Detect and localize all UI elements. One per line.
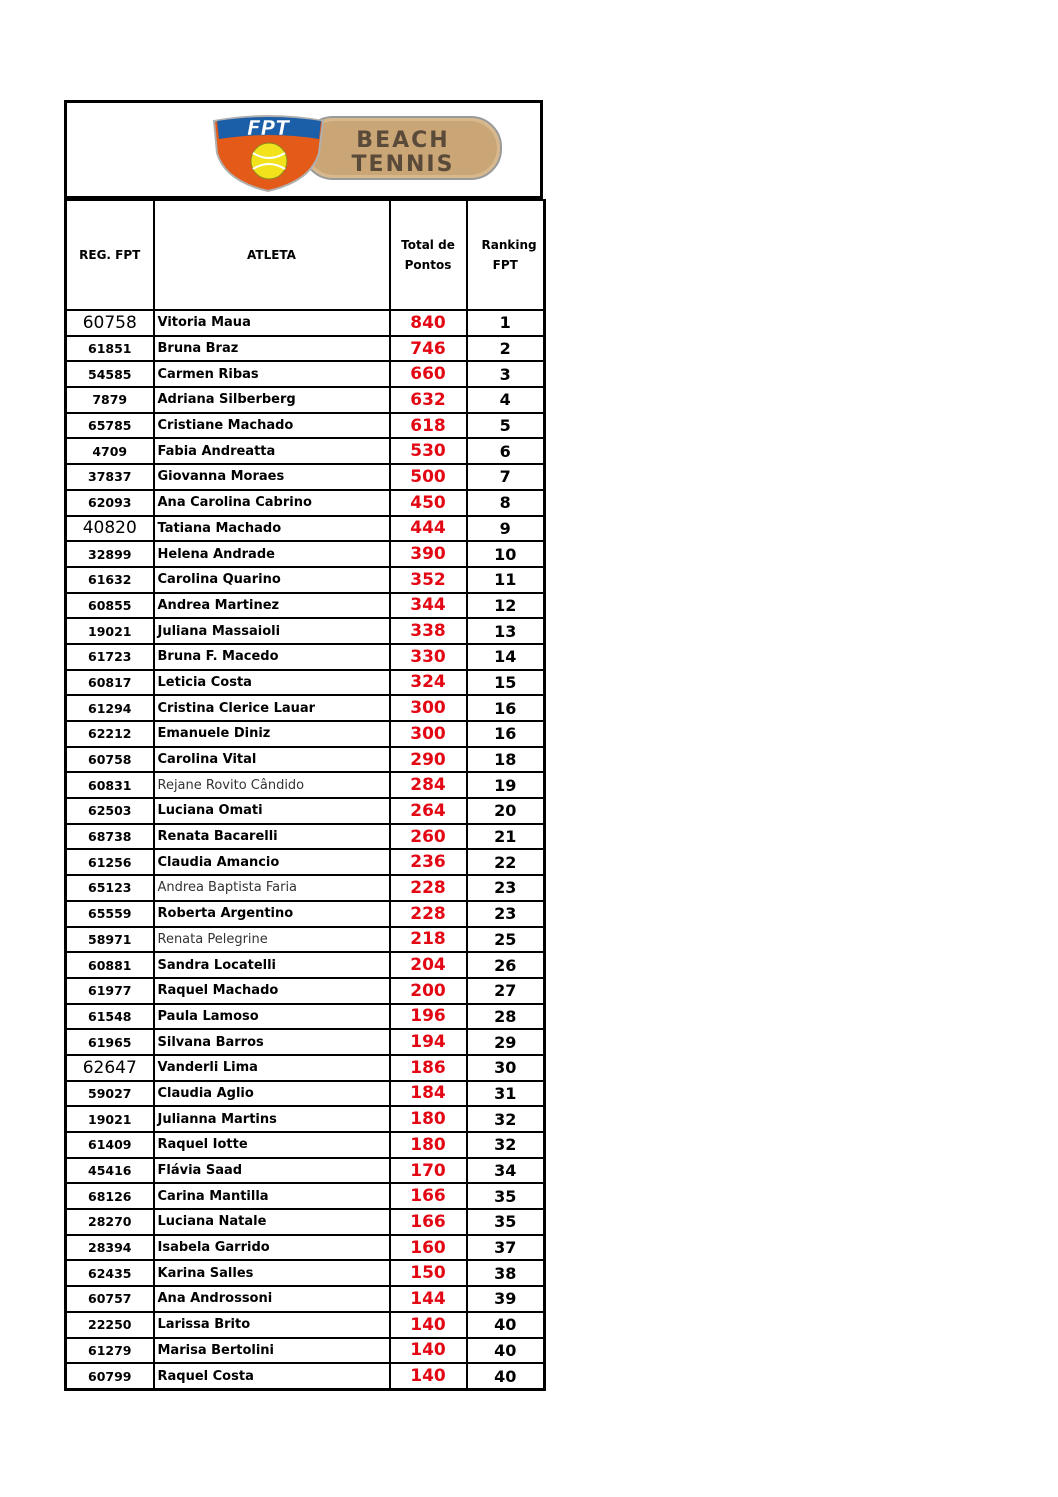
table-row: [66, 1081, 545, 1107]
athlete-name-cell: Larissa Brito: [154, 1312, 390, 1338]
points-cell: 840: [390, 310, 467, 336]
reg-cell: 40820: [66, 516, 154, 542]
rank-cell: 14: [467, 644, 545, 670]
table-row: [66, 695, 545, 721]
athlete-name-cell: Roberta Argentino: [154, 901, 390, 927]
reg-cell: 61851: [66, 336, 154, 362]
points-cell: 284: [390, 772, 467, 798]
athlete-name-cell: Vitoria Maua: [154, 310, 390, 336]
points-cell: 444: [390, 516, 467, 542]
reg-cell: 19021: [66, 1106, 154, 1132]
points-cell: 140: [390, 1363, 467, 1389]
table-row: [66, 1286, 545, 1312]
reg-cell: 60757: [66, 1286, 154, 1312]
reg-cell: 62503: [66, 798, 154, 824]
table-row: [66, 772, 545, 798]
points-cell: 344: [390, 593, 467, 619]
header-pontos: [390, 200, 467, 310]
reg-cell: 60831: [66, 772, 154, 798]
logo-header: [64, 100, 543, 199]
points-cell: 196: [390, 1004, 467, 1030]
reg-cell: 65785: [66, 413, 154, 439]
rank-cell: 1: [467, 310, 545, 336]
rank-cell: 9: [467, 516, 545, 542]
athlete-name-cell: Carmen Ribas: [154, 361, 390, 387]
rank-cell: 11: [467, 567, 545, 593]
rank-cell: 13: [467, 618, 545, 644]
athlete-name-cell: Carina Mantilla: [154, 1183, 390, 1209]
points-cell: 180: [390, 1132, 467, 1158]
points-cell: 500: [390, 464, 467, 490]
table-row: [66, 875, 545, 901]
table-row: [66, 1209, 545, 1235]
rank-cell: 19: [467, 772, 545, 798]
athlete-name-cell: Claudia Amancio: [154, 849, 390, 875]
reg-cell: 60855: [66, 593, 154, 619]
reg-cell: 65559: [66, 901, 154, 927]
athlete-name-cell: Cristiane Machado: [154, 413, 390, 439]
table-row: [66, 1106, 545, 1132]
table-row: [66, 567, 545, 593]
points-cell: 338: [390, 618, 467, 644]
points-cell: 166: [390, 1183, 467, 1209]
reg-cell: 60758: [66, 310, 154, 336]
table-row: [66, 310, 545, 336]
table-row: [66, 1312, 545, 1338]
athlete-name-cell: Karina Salles: [154, 1260, 390, 1286]
table-row: [66, 1338, 545, 1364]
reg-cell: 37837: [66, 464, 154, 490]
reg-cell: 61632: [66, 567, 154, 593]
table-row: [66, 1235, 545, 1261]
athlete-name-cell: Isabela Garrido: [154, 1235, 390, 1261]
table-row: [66, 593, 545, 619]
rank-cell: 15: [467, 670, 545, 696]
athlete-name-cell: Emanuele Diniz: [154, 721, 390, 747]
table-row: [66, 413, 545, 439]
rank-cell: 10: [467, 541, 545, 567]
rank-cell: 25: [467, 927, 545, 953]
reg-cell: 54585: [66, 361, 154, 387]
reg-cell: 68126: [66, 1183, 154, 1209]
rank-cell: 31: [467, 1081, 545, 1107]
rank-cell: 12: [467, 593, 545, 619]
athlete-name-cell: Adriana Silberberg: [154, 387, 390, 413]
table-row: [66, 1132, 545, 1158]
table-row: [66, 721, 545, 747]
reg-cell: 62435: [66, 1260, 154, 1286]
points-cell: 228: [390, 901, 467, 927]
rank-cell: 23: [467, 875, 545, 901]
table-row: [66, 824, 545, 850]
points-cell: 180: [390, 1106, 467, 1132]
athlete-name-cell: Flávia Saad: [154, 1158, 390, 1184]
points-cell: 150: [390, 1260, 467, 1286]
rank-cell: 32: [467, 1132, 545, 1158]
ranking-table: [64, 199, 546, 1391]
reg-cell: 19021: [66, 618, 154, 644]
points-cell: 228: [390, 875, 467, 901]
reg-cell: 45416: [66, 1158, 154, 1184]
points-cell: 352: [390, 567, 467, 593]
logo-brand-text: FPT: [247, 116, 289, 140]
athlete-name-cell: Andrea Martinez: [154, 593, 390, 619]
table-row: [66, 901, 545, 927]
rank-cell: 2: [467, 336, 545, 362]
reg-cell: 61409: [66, 1132, 154, 1158]
reg-cell: 60758: [66, 747, 154, 773]
athlete-name-cell: Raquel Machado: [154, 978, 390, 1004]
points-cell: 660: [390, 361, 467, 387]
reg-cell: 62212: [66, 721, 154, 747]
rank-cell: 21: [467, 824, 545, 850]
reg-cell: 28394: [66, 1235, 154, 1261]
reg-cell: 32899: [66, 541, 154, 567]
table-row: [66, 1158, 545, 1184]
points-cell: 160: [390, 1235, 467, 1261]
points-cell: 324: [390, 670, 467, 696]
rank-cell: 35: [467, 1209, 545, 1235]
reg-cell: 60799: [66, 1363, 154, 1389]
header-reg: REG. FPT: [66, 200, 154, 310]
table-row: [66, 387, 545, 413]
points-cell: 144: [390, 1286, 467, 1312]
reg-cell: 60817: [66, 670, 154, 696]
reg-cell: 61723: [66, 644, 154, 670]
ranking-sheet: [64, 100, 543, 1391]
rank-cell: 5: [467, 413, 545, 439]
table-row: [66, 336, 545, 362]
rank-cell: 22: [467, 849, 545, 875]
reg-cell: 7879: [66, 387, 154, 413]
athlete-name-cell: Carolina Vital: [154, 747, 390, 773]
reg-cell: 59027: [66, 1081, 154, 1107]
athlete-name-cell: Cristina Clerice Lauar: [154, 695, 390, 721]
rank-cell: 38: [467, 1260, 545, 1286]
rank-cell: 8: [467, 490, 545, 516]
table-row: [66, 438, 545, 464]
table-row: [66, 1055, 545, 1081]
reg-cell: 22250: [66, 1312, 154, 1338]
athlete-name-cell: Bruna Braz: [154, 336, 390, 362]
rank-cell: 7: [467, 464, 545, 490]
table-row: [66, 361, 545, 387]
rank-cell: 20: [467, 798, 545, 824]
rank-cell: 4: [467, 387, 545, 413]
rank-cell: 34: [467, 1158, 545, 1184]
header-pontos-label: Total de Pontos: [401, 238, 455, 272]
rank-cell: 39: [467, 1286, 545, 1312]
athlete-name-cell: Silvana Barros: [154, 1029, 390, 1055]
points-cell: 746: [390, 336, 467, 362]
athlete-name-cell: Fabia Andreatta: [154, 438, 390, 464]
rank-cell: 16: [467, 721, 545, 747]
table-row: [66, 798, 545, 824]
table-row: [66, 849, 545, 875]
athlete-name-cell: Marisa Bertolini: [154, 1338, 390, 1364]
rank-cell: 3: [467, 361, 545, 387]
athlete-name-cell: Luciana Omati: [154, 798, 390, 824]
rank-cell: 30: [467, 1055, 545, 1081]
table-row: [66, 1260, 545, 1286]
reg-cell: 61279: [66, 1338, 154, 1364]
athlete-name-cell: Sandra Locatelli: [154, 952, 390, 978]
reg-cell: 61977: [66, 978, 154, 1004]
rank-cell: 28: [467, 1004, 545, 1030]
athlete-name-cell: Helena Andrade: [154, 541, 390, 567]
reg-cell: 61965: [66, 1029, 154, 1055]
points-cell: 166: [390, 1209, 467, 1235]
logo-tennis-text: TENNIS: [351, 152, 455, 177]
athlete-name-cell: Andrea Baptista Faria: [154, 875, 390, 901]
athlete-name-cell: Juliana Massaioli: [154, 618, 390, 644]
athlete-name-cell: Ana Carolina Cabrino: [154, 490, 390, 516]
athlete-name-cell: Julianna Martins: [154, 1106, 390, 1132]
athlete-name-cell: Vanderli Lima: [154, 1055, 390, 1081]
athlete-name-cell: Raquel Iotte: [154, 1132, 390, 1158]
points-cell: 300: [390, 721, 467, 747]
reg-cell: 62647: [66, 1055, 154, 1081]
points-cell: 186: [390, 1055, 467, 1081]
athlete-name-cell: Giovanna Moraes: [154, 464, 390, 490]
athlete-name-cell: Raquel Costa: [154, 1363, 390, 1389]
rank-cell: 40: [467, 1363, 545, 1389]
rank-cell: 35: [467, 1183, 545, 1209]
athlete-name-cell: Carolina Quarino: [154, 567, 390, 593]
header-ranking: [467, 200, 545, 310]
table-row: [66, 1363, 545, 1389]
reg-cell: 61294: [66, 695, 154, 721]
points-cell: 194: [390, 1029, 467, 1055]
rank-cell: 37: [467, 1235, 545, 1261]
table-row: [66, 490, 545, 516]
rank-cell: 27: [467, 978, 545, 1004]
rank-cell: 29: [467, 1029, 545, 1055]
table-row: [66, 541, 545, 567]
reg-cell: 60881: [66, 952, 154, 978]
athlete-name-cell: Renata Bacarelli: [154, 824, 390, 850]
table-row: [66, 978, 545, 1004]
reg-cell: 62093: [66, 490, 154, 516]
points-cell: 390: [390, 541, 467, 567]
points-cell: 140: [390, 1312, 467, 1338]
reg-cell: 58971: [66, 927, 154, 953]
table-row: [66, 516, 545, 542]
table-row: [66, 1183, 545, 1209]
table-row: [66, 644, 545, 670]
points-cell: 290: [390, 747, 467, 773]
rank-cell: 32: [467, 1106, 545, 1132]
header-atleta: ATLETA: [154, 200, 390, 310]
reg-cell: 68738: [66, 824, 154, 850]
points-cell: 300: [390, 695, 467, 721]
table-row: [66, 464, 545, 490]
table-row: [66, 1004, 545, 1030]
header-ranking-label: Ranking FPT: [481, 238, 537, 272]
points-cell: 170: [390, 1158, 467, 1184]
rank-cell: 23: [467, 901, 545, 927]
athlete-name-cell: Rejane Rovito Cândido: [154, 772, 390, 798]
table-row: [66, 1029, 545, 1055]
points-cell: 200: [390, 978, 467, 1004]
points-cell: 330: [390, 644, 467, 670]
reg-cell: 61256: [66, 849, 154, 875]
athlete-name-cell: Claudia Aglio: [154, 1081, 390, 1107]
points-cell: 632: [390, 387, 467, 413]
points-cell: 450: [390, 490, 467, 516]
points-cell: 236: [390, 849, 467, 875]
reg-cell: 61548: [66, 1004, 154, 1030]
table-row: [66, 670, 545, 696]
rank-cell: 6: [467, 438, 545, 464]
points-cell: 218: [390, 927, 467, 953]
table-row: [66, 952, 545, 978]
points-cell: 618: [390, 413, 467, 439]
athlete-name-cell: Renata Pelegrine: [154, 927, 390, 953]
logo-beach-text: BEACH: [356, 128, 450, 153]
rank-cell: 16: [467, 695, 545, 721]
rank-cell: 40: [467, 1312, 545, 1338]
athlete-name-cell: Luciana Natale: [154, 1209, 390, 1235]
points-cell: 264: [390, 798, 467, 824]
table-row: [66, 927, 545, 953]
athlete-name-cell: Tatiana Machado: [154, 516, 390, 542]
points-cell: 204: [390, 952, 467, 978]
table-row: [66, 747, 545, 773]
rank-cell: 40: [467, 1338, 545, 1364]
athlete-name-cell: Leticia Costa: [154, 670, 390, 696]
athlete-name-cell: Ana Androssoni: [154, 1286, 390, 1312]
table-row: [66, 618, 545, 644]
rank-cell: 26: [467, 952, 545, 978]
rank-cell: 18: [467, 747, 545, 773]
reg-cell: 4709: [66, 438, 154, 464]
reg-cell: 65123: [66, 875, 154, 901]
table-header-row: [66, 200, 545, 310]
athlete-name-cell: Paula Lamoso: [154, 1004, 390, 1030]
points-cell: 530: [390, 438, 467, 464]
points-cell: 260: [390, 824, 467, 850]
points-cell: 184: [390, 1081, 467, 1107]
points-cell: 140: [390, 1338, 467, 1364]
athlete-name-cell: Bruna F. Macedo: [154, 644, 390, 670]
fpt-beach-tennis-logo: [211, 109, 511, 195]
reg-cell: 28270: [66, 1209, 154, 1235]
